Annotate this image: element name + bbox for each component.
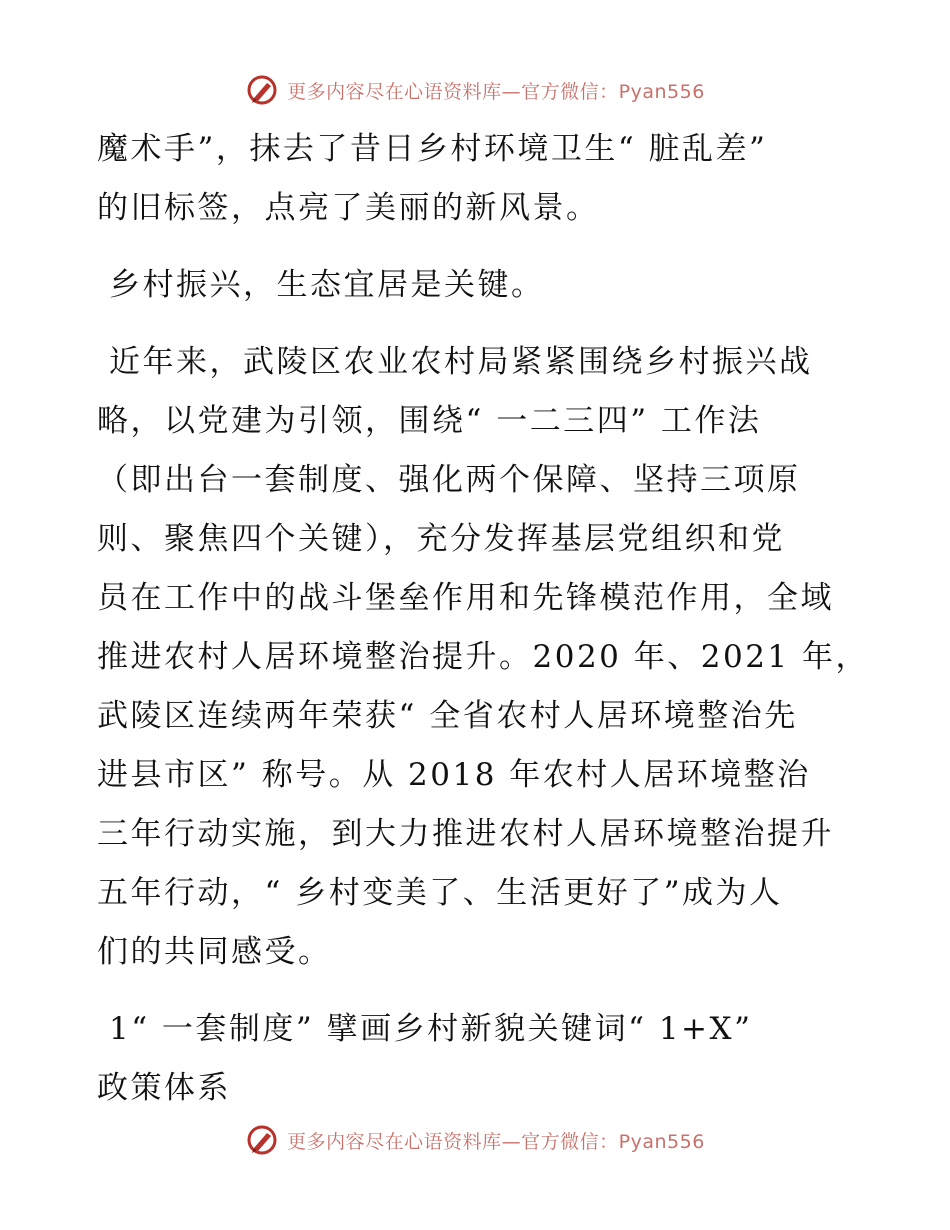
text-line: 三年行动实施，到大力推进农村人居环境整治提升 [97,816,834,852]
text-line: 魔术手”，抹去了昔日乡村环境卫生“ 脏乱差” [97,131,768,167]
footer-banner [0,1118,950,1162]
text-line: 员在工作中的战斗堡垒作用和先锋模范作用，全域 [97,580,834,616]
footer-banner-text: 更多内容尽在心语资料库—官方微信：Pyan556 [287,1130,705,1153]
text-line: 进县市区” 称号。从 2018 年农村人居环境整治 [97,757,811,793]
header-banner-text: 更多内容尽在心语资料库—官方微信：Pyan556 [287,80,705,103]
pen-logo-icon [245,1123,279,1157]
paragraph-3 [97,333,869,982]
text-line: 的旧标签，点亮了美丽的新风景。 [97,190,600,226]
header-banner [0,68,950,112]
pen-logo-icon [245,73,279,107]
text-line: 乡村振兴，生态宜居是关键。 [109,267,545,303]
text-line: 略，以党建为引领，围绕“ 一二三四” 工作法 [97,403,762,439]
paragraph-2 [97,256,857,315]
text-line: 五年行动，“ 乡村变美了、生活更好了”成为人 [97,875,783,911]
text-line: 则、聚焦四个关键），充分发挥基层党组织和党 [97,521,785,557]
paragraph-1 [97,120,857,238]
text-line: 政策体系 [97,1070,231,1106]
text-line: 1“ 一套制度” 擘画乡村新貌关键词“ 1+X” [109,1011,753,1047]
text-line: 们的共同感受。 [97,934,332,970]
text-line: （即出台一套制度、强化两个保障、坚持三项原 [97,462,801,498]
paragraph-4 [97,1000,857,1118]
text-line: 近年来，武陵区农业农村局紧紧围绕乡村振兴战 [109,344,813,380]
text-line: 武陵区连续两年荣获“ 全省农村人居环境整治先 [97,698,798,734]
text-line: 推进农村人居环境整治提升。2020 年、2021 年， [97,639,869,675]
document-body [97,120,869,1136]
